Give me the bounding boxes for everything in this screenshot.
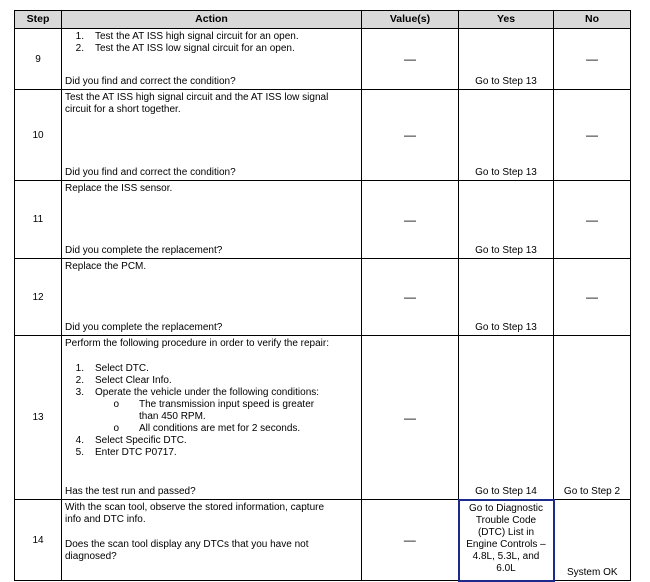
- action-cell: [62, 181, 362, 259]
- table-row-step-13: [15, 336, 631, 500]
- question-text: Did you complete the replacement?: [65, 245, 223, 256]
- yes-action: Go to Step 13: [475, 167, 537, 178]
- question-text: Did you find and correct the condition?: [65, 76, 236, 87]
- action-text: info and DTC info.: [65, 514, 146, 525]
- action-text: With the scan tool, observe the stored information, capture: [65, 502, 325, 513]
- bullet-icon: o: [113, 399, 119, 410]
- value-cell: —: [362, 259, 459, 336]
- value-cell: —: [362, 336, 459, 500]
- question-text: Did you complete the replacement?: [65, 322, 223, 333]
- list-item: 2. Select Clear Info.: [75, 375, 172, 386]
- no-cell: [554, 336, 631, 500]
- no-cell: [554, 259, 631, 336]
- step-number: 13: [15, 336, 62, 500]
- yes-cell: [459, 90, 554, 181]
- list-item: 1. Test the AT ISS high signal circuit for an open.: [75, 31, 299, 42]
- action-intro: Perform the following procedure in order to verify the repair:: [65, 338, 330, 349]
- question-text: diagnosed?: [65, 551, 117, 562]
- action-text: Test the AT ISS high signal circuit and the AT ISS low signal: [65, 92, 329, 103]
- action-cell: [62, 90, 362, 181]
- no-action: —: [586, 128, 598, 142]
- sub-list-item: o All conditions are met for 2 seconds.: [65, 423, 358, 435]
- step-number: 12: [15, 259, 62, 336]
- no-cell: [554, 500, 631, 581]
- step-number: 9: [15, 29, 62, 90]
- list-item: 1. Select DTC.: [75, 363, 149, 374]
- yes-action: Go to Step 14: [475, 485, 537, 497]
- header-row: [15, 11, 631, 29]
- header-step: Step: [15, 11, 62, 29]
- action-text: Replace the ISS sensor.: [65, 183, 173, 194]
- no-action: —: [586, 52, 598, 66]
- table-row-step-10: [15, 90, 631, 181]
- no-cell: [554, 29, 631, 90]
- no-cell: [554, 90, 631, 181]
- action-cell: [62, 259, 362, 336]
- sub-list-item: o The transmission input speed is greater than 450 RPM.: [65, 399, 358, 423]
- question-text: Did you find and correct the condition?: [65, 167, 236, 178]
- list-item: 2. Test the AT ISS low signal circuit for an open.: [75, 43, 295, 54]
- action-text: Replace the PCM.: [65, 261, 147, 272]
- header-no: No: [554, 11, 631, 29]
- diagnostic-table: [14, 10, 631, 582]
- yes-cell: [459, 29, 554, 90]
- step-number: 11: [15, 181, 62, 259]
- step-number: 10: [15, 90, 62, 181]
- action-cell: [62, 29, 362, 90]
- yes-action: Go to Step 13: [475, 322, 537, 333]
- list-item: 5. Enter DTC P0717.: [75, 447, 177, 458]
- action-text: circuit for a short together.: [65, 104, 181, 115]
- sub-list: [65, 399, 358, 435]
- no-action: System OK: [566, 567, 618, 578]
- yes-cell: [459, 336, 554, 500]
- table-row-step-11: [15, 181, 631, 259]
- no-cell: [554, 181, 631, 259]
- no-action: —: [586, 212, 598, 227]
- action-list: [65, 31, 358, 55]
- question-text: Does the scan tool display any DTCs that you have not: [65, 539, 309, 550]
- question-text: Has the test run and passed?: [65, 486, 196, 497]
- header-yes: Yes: [459, 11, 554, 29]
- header-action: Action: [62, 11, 362, 29]
- list-item: 4. Select Specific DTC.: [75, 435, 187, 446]
- value-cell: —: [362, 500, 459, 581]
- yes-cell: [459, 259, 554, 336]
- bullet-icon: o: [113, 423, 119, 434]
- list-item: 3. Operate the vehicle under the following conditions:: [75, 387, 320, 398]
- no-action: Go to Step 2: [563, 486, 621, 497]
- value-cell: —: [362, 181, 459, 259]
- value-cell: —: [362, 29, 459, 90]
- value-cell: —: [362, 90, 459, 181]
- yes-action: Go to Step 13: [475, 245, 537, 256]
- table-row-step-14: [15, 500, 631, 581]
- table-row-step-9: [15, 29, 631, 90]
- header-values: Value(s): [362, 11, 459, 29]
- no-action: —: [586, 290, 598, 304]
- action-cell: [62, 336, 362, 500]
- table-row-step-12: [15, 259, 631, 336]
- yes-action: Go to Step 13: [475, 76, 537, 87]
- step-number: 14: [15, 500, 62, 581]
- action-cell: [62, 500, 362, 581]
- action-list: [65, 363, 358, 399]
- action-list: [65, 435, 358, 459]
- yes-cell: [459, 181, 554, 259]
- dtc-list-link[interactable]: Go to Diagnostic Trouble Code (DTC) List in Engine Controls – 4.8L, 5.3L, and 6.0L: [459, 500, 554, 581]
